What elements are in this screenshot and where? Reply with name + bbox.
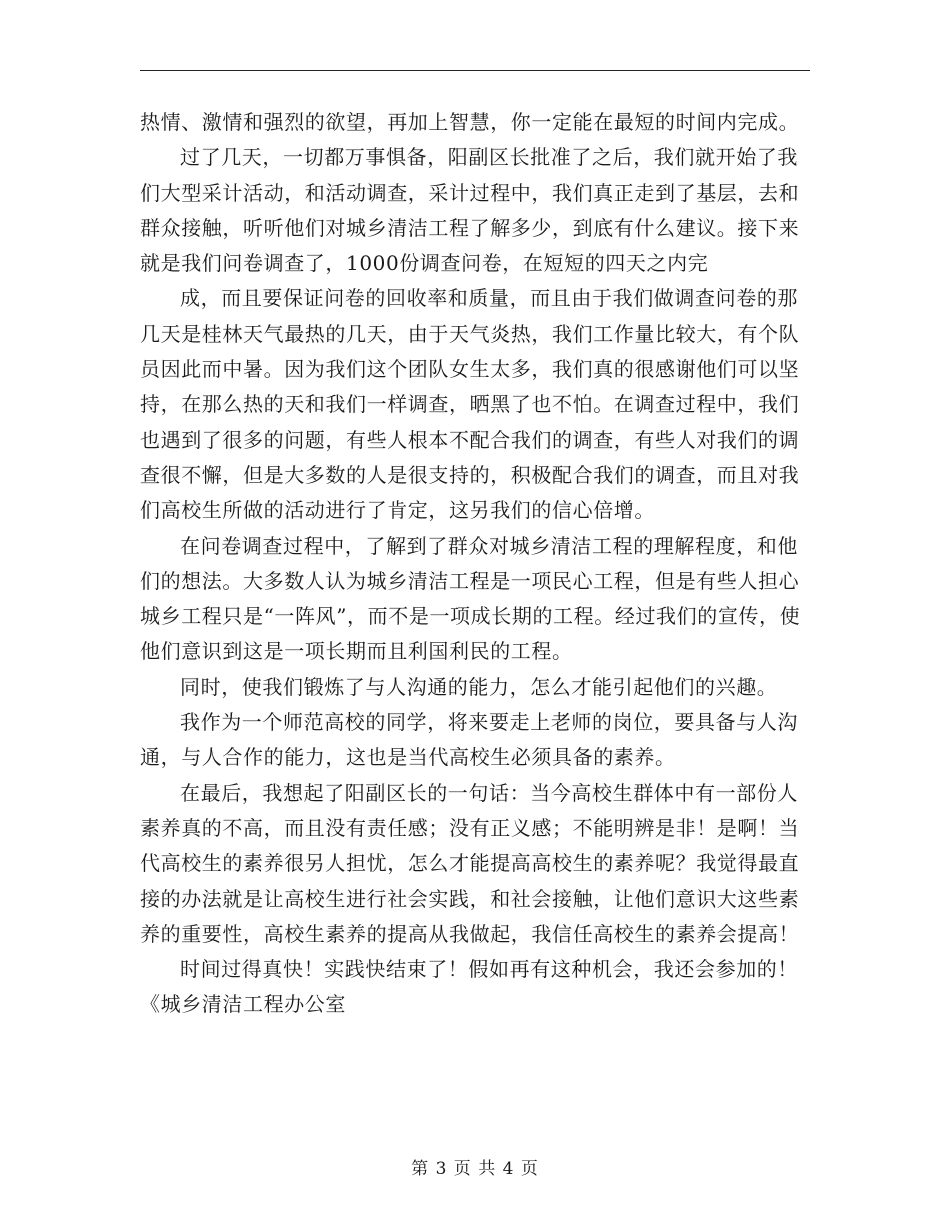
closing-line: 《城乡清洁工程办公室 — [140, 992, 346, 1017]
paragraph: 成，而且要保证问卷的回收率和质量，而且由于我们做调查问卷的那几天是桂林天气最热的几天，由于天气炎热，我们工作量比较大，有个队员因此而中暑。因为我们这个团队女生太多，我们真的很感谢他们可以坚持，在那么热的天和我们一样调查，晒黑了也不怕。在调查过程中，我们也遇到了很多的问题，有些人根本不配合我们的调查，有些人对我们的调查很不懈，但是大多数的人是很支持的，积极配合我们的调查，而且对我们高校生所做的活动进行了肯定，这另我们的信心倍增。 — [140, 286, 800, 523]
paragraph: 在最后，我想起了阳副区长的一句话：当今高校生群体中有一部份人素养真的不高，而且没有责任感；没有正义感；不能明辨是非！是啊！当代高校生的素养很另人担忧，怎么才能提高高校生的素养呢？我觉得最直接的办法就是让高校生进行社会实践，和社会接触，让他们意识大这些素养的重要性，高校生素养的提高从我做起，我信任高校生的素养会提高！ — [140, 780, 800, 946]
document-body — [140, 105, 812, 1023]
paragraph: 我作为一个师范高校的同学，将来要走上老师的岗位，要具备与人沟通，与人合作的能力，这也是当代高校生必须具备的素养。 — [140, 710, 798, 770]
paragraph: 热情、激情和强烈的欲望，再加上智慧，你一定能在最短的时间内完成。 — [140, 110, 800, 134]
paragraph: 过了几天，一切都万事惧备，阳副区长批准了之后，我们就开始了我们大型采计活动，和活动调查，采计过程中，我们真正走到了基层，去和群众接触，听听他们对城乡清洁工程了解多少，到底有什么建议。接下来就是我们问卷调查了，1000份调查问卷，在短短的四天之内完 — [140, 145, 800, 276]
paragraph: 时间过得真快！实践快结束了！假如再有这种机会，我还会参加的！ — [180, 957, 798, 982]
paragraph: 同时，使我们锻炼了与人沟通的能力，怎么才能引起他们的兴趣。 — [180, 674, 778, 699]
header-rule — [140, 70, 810, 71]
page-footer: 第 3 页 共 4 页 — [411, 1159, 539, 1179]
paragraph: 在问卷调查过程中，了解到了群众对城乡清洁工程的理解程度，和他们的想法。大多数人认为城乡清洁工程是一项民心工程，但是有些人担心城乡工程只是“一阵风”，而不是一项成长期的工程。经过我们的宣传，使他们意识到这是一项长期而且利国利民的工程。 — [140, 533, 801, 664]
